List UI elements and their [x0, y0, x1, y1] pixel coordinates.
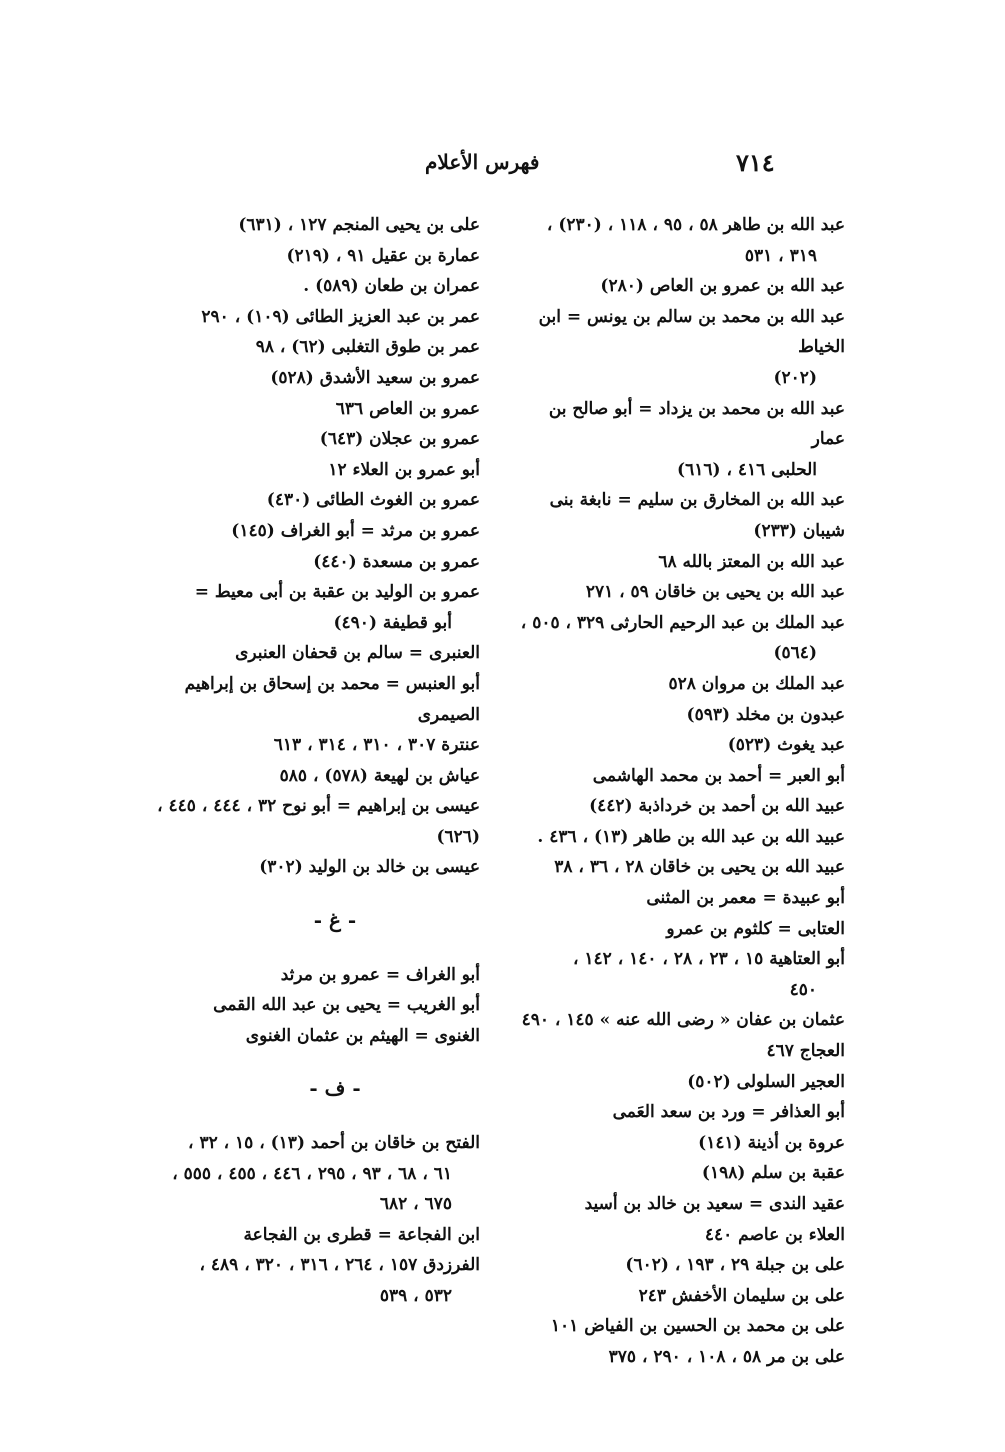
index-block-ghain: [150, 960, 480, 1052]
index-entry: [515, 1158, 845, 1189]
index-entry: [515, 944, 845, 1005]
index-entry: [515, 761, 845, 792]
index-entry: [515, 577, 845, 608]
index-entry: [150, 210, 480, 241]
section-heading-fa: - ف -: [309, 1076, 361, 1101]
index-entry: [515, 608, 845, 669]
index-entry-text: الفرزدق ١٥٧ ، ٢٦٤ ، ٣١٦ ، ٣٢٠ ، ٤٨٩ ،: [199, 1255, 480, 1276]
index-entry: [515, 1067, 845, 1098]
index-entry: [150, 1220, 480, 1251]
index-entry-text: عبد يغوث (٥٢٣): [727, 735, 845, 756]
index-entry-text: أبو العبر = أحمد بن محمد الهاشمى: [592, 765, 845, 786]
index-entry: [150, 332, 480, 363]
index-entry: [150, 424, 480, 455]
index-entry: [150, 455, 480, 486]
index-entry-text: العتابى = كلثوم بن عمرو: [666, 918, 845, 939]
index-entry: [515, 822, 845, 853]
index-entry-text: عروة بن أذينة (١٤١): [698, 1132, 845, 1153]
index-entry: [150, 271, 480, 302]
index-entry-continuation: (٥٦٤): [773, 643, 817, 664]
index-entry: [515, 669, 845, 700]
index-entry: [515, 271, 845, 302]
index-entry: [515, 1250, 845, 1281]
index-entry-text: على بن محمد بن الحسين بن الفياض ١٠١: [550, 1316, 845, 1337]
index-entry: [515, 1097, 845, 1128]
index-entry-text: عمارة بن عقيل ٩١ ، (٢١٩): [286, 245, 480, 266]
index-entry-text: العجاج ٤٦٧: [766, 1041, 845, 1062]
index-entry: [515, 700, 845, 731]
index-entry-continuation: أبو قطيفة (٤٩٠): [333, 612, 452, 633]
index-entry: [515, 302, 845, 394]
index-entry: [515, 1036, 845, 1067]
index-entry: [150, 302, 480, 333]
index-entry: [515, 210, 845, 271]
index-entry-continuation: الحلبى ٤١٦ ، (٦١٦): [677, 459, 817, 480]
index-entry: [515, 791, 845, 822]
index-entry-text: عيسى بن إبراهيم = أبو نوح ٣٢ ، ٤٤٤ ، ٤٤٥ ، (٦٢٦): [157, 796, 480, 847]
index-entry-text: عمران بن طعان (٥٨٩) .: [303, 276, 480, 297]
index-entry: [150, 394, 480, 425]
index-entry: [150, 485, 480, 516]
index-entry-text: عبد الله بن المخارق بن سليم = نابغة بنى شيبان (٢٣٣): [549, 490, 845, 541]
index-entry-continuation: ٤٥٠: [789, 979, 817, 1000]
index-entry-text: أبو عبيدة = معمر بن المثنى: [646, 888, 845, 909]
index-entry-text: أبو عمرو بن العلاء ١٢: [328, 459, 480, 480]
index-entry: [515, 394, 845, 486]
index-entry: [150, 638, 480, 669]
index-entry: [515, 547, 845, 578]
index-entry-text: عمر بن طوق التغلبى (٦٢) ، ٩٨: [255, 337, 480, 358]
index-entry-text: ابن الفجاعة = قطرى بن الفجاعة: [243, 1224, 480, 1245]
index-entry-text: عبد الملك بن مروان ٥٢٨: [668, 673, 845, 694]
index-entry-text: عمرو بن مسعدة (٤٤٠): [313, 551, 480, 572]
index-entry-text: على بن يحيى المنجم ١٢٧ ، (٦٣١): [238, 215, 480, 235]
index-entry-text: عمرو بن الغوث الطائى (٤٣٠): [266, 490, 480, 511]
index-entry-text: عياش بن لهيعة (٥٧٨) ، ٥٨٥: [279, 765, 480, 786]
index-entry-text: عمرو بن سعيد الأشدق (٥٢٨): [270, 367, 480, 388]
index-block-ain-continued: [150, 210, 480, 883]
index-entry: [150, 363, 480, 394]
index-entry: [515, 1281, 845, 1312]
index-entry: [150, 1021, 480, 1052]
index-entry-text: العنبرى = سالم بن قحفان العنبرى: [235, 643, 480, 664]
index-entry-text: عبد الله بن عمرو بن العاص (٢٨٠): [600, 276, 845, 297]
index-entry-text: عمرو بن العاص ٦٣٦: [335, 398, 480, 419]
index-entry-text: أبو العذافر = ورد بن سعد العَمى: [612, 1102, 845, 1123]
index-entry: [150, 241, 480, 272]
index-entry-text: عبيد الله بن أحمد بن خرداذبة (٤٤٢): [589, 796, 845, 817]
index-entry: [515, 485, 845, 546]
index-entry-text: عنترة ٣٠٧ ، ٣١٠ ، ٣١٤ ، ٦١٣: [273, 735, 480, 756]
index-entry-text: العجير السلولى (٥٠٢): [687, 1071, 845, 1092]
index-entry: [150, 852, 480, 883]
index-entry: [515, 1005, 845, 1036]
index-entry-text: عقبة بن سلم (١٩٨): [701, 1163, 845, 1184]
index-column-left: [150, 210, 480, 1312]
index-column-right: [515, 210, 845, 1373]
index-entry: [515, 730, 845, 761]
index-entry-text: عبد الله بن محمد بن سالم بن يونس = ابن الخياط: [538, 306, 845, 358]
index-entry: [150, 516, 480, 547]
index-entry: [515, 1342, 845, 1373]
index-entry-text: عقيد الندى = سعيد بن خالد بن أسيد: [584, 1194, 845, 1214]
index-entry: [515, 914, 845, 945]
page-number: ٧١٤: [736, 148, 775, 177]
index-entry-text: العلاء بن عاصم ٤٤٠: [704, 1224, 845, 1245]
index-entry-text: أبو العنبس = محمد بن إسحاق بن إبراهيم الصيمرى: [184, 673, 480, 725]
index-entry-text: عبيد الله بن عبد الله بن طاهر (١٣) ، ٤٣٦ .: [537, 826, 845, 847]
index-entry: [515, 1220, 845, 1251]
index-entry-text: عبيد الله بن يحيى بن خاقان ٢٨ ، ٣٦ ، ٣٨: [554, 857, 845, 878]
index-entry-text: عمر بن عبد العزيز الطائى (١٠٩) ، ٢٩٠: [201, 306, 480, 327]
index-entry-text: عيسى بن خالد بن الوليد (٣٠٢): [259, 857, 480, 878]
index-entry: [150, 791, 480, 852]
index-entry-text: أبو العتاهية ١٥ ، ٢٣ ، ٢٨ ، ١٤٠ ، ١٤٢ ،: [572, 949, 845, 970]
index-entry-text: عبد الملك بن عبد الرحيم الحارثى ٣٢٩ ، ٥٠٥ ،: [520, 612, 845, 633]
index-entry-text: عمرو بن مرثد = أبو الغراف (١٤٥): [231, 520, 480, 541]
index-entry-continuation: ٣١٩ ، ٥٣١: [744, 245, 817, 266]
index-entry-text: أبو الغراف = عمرو بن مرثد: [280, 964, 480, 985]
index-entry-text: عبد الله بن يحيى بن خاقان ٥٩ ، ٢٧١: [585, 582, 845, 603]
index-entry-text: على بن مر ٥٨ ، ١٠٨ ، ٢٩٠ ، ٣٧٥: [608, 1346, 845, 1367]
index-block-fa: [150, 1128, 480, 1312]
index-entry-text: عمرو بن الوليد بن عقبة بن أبى معيط =: [194, 582, 480, 603]
index-entry-text: على بن سليمان الأخفش ٢٤٣: [638, 1285, 845, 1306]
index-entry-continuation: ٦١ ، ٦٨ ، ٩٣ ، ٢٩٥ ، ٤٤٦ ، ٤٥٥ ، ٥٥٥ ، ٦٧٥ ، ٦٨٢: [172, 1163, 452, 1215]
index-entry: [150, 761, 480, 792]
index-entry: [515, 852, 845, 883]
index-entry-continuation: (٢٠٢): [773, 367, 817, 388]
section-heading-ghain: - غ -: [313, 908, 357, 933]
running-title: فهرس الأعلام: [425, 150, 540, 174]
index-entry-text: عبد الله بن المعتز بالله ٦٨: [658, 551, 845, 572]
index-entry-text: عمرو بن عجلان (٦٤٣): [319, 429, 480, 450]
index-entry-text: عبد الله بن محمد بن يزداد = أبو صالح بن عمار: [548, 398, 845, 450]
index-entry: [150, 669, 480, 730]
index-entry-text: عثمان بن عفان « رضى الله عنه » ١٤٥ ، ٤٩٠: [521, 1010, 845, 1031]
index-entry-text: أبو الغريب = يحيى بن عبد الله القمى: [213, 995, 480, 1016]
index-entry: [515, 883, 845, 914]
index-entry: [150, 547, 480, 578]
index-entry: [150, 730, 480, 761]
index-entry-text: الغنوى = الهيثم بن عثمان الغنوى: [245, 1025, 480, 1046]
index-entry: [150, 1250, 480, 1311]
index-entry-continuation: ٥٣٢ ، ٥٣٩: [379, 1286, 452, 1306]
index-entry: [150, 990, 480, 1021]
index-entry-text: على بن جبلة ٢٩ ، ١٩٣ ، (٦٠٢): [625, 1255, 845, 1276]
index-entry: [150, 960, 480, 991]
index-entry-text: الفتح بن خاقان بن أحمد (١٣) ، ١٥ ، ٣٢ ،: [188, 1133, 480, 1154]
index-entry: [150, 1128, 480, 1220]
index-entry: [515, 1128, 845, 1159]
index-entry-text: عبد الله بن طاهر ٥٨ ، ٩٥ ، ١١٨ ، (٢٣٠) ،: [546, 215, 845, 235]
index-entry: [150, 577, 480, 638]
index-entry: [515, 1189, 845, 1220]
index-entry-text: عبدون بن مخلد (٥٩٣): [686, 704, 845, 725]
index-entry: [515, 1311, 845, 1342]
page-header: [0, 148, 1005, 188]
